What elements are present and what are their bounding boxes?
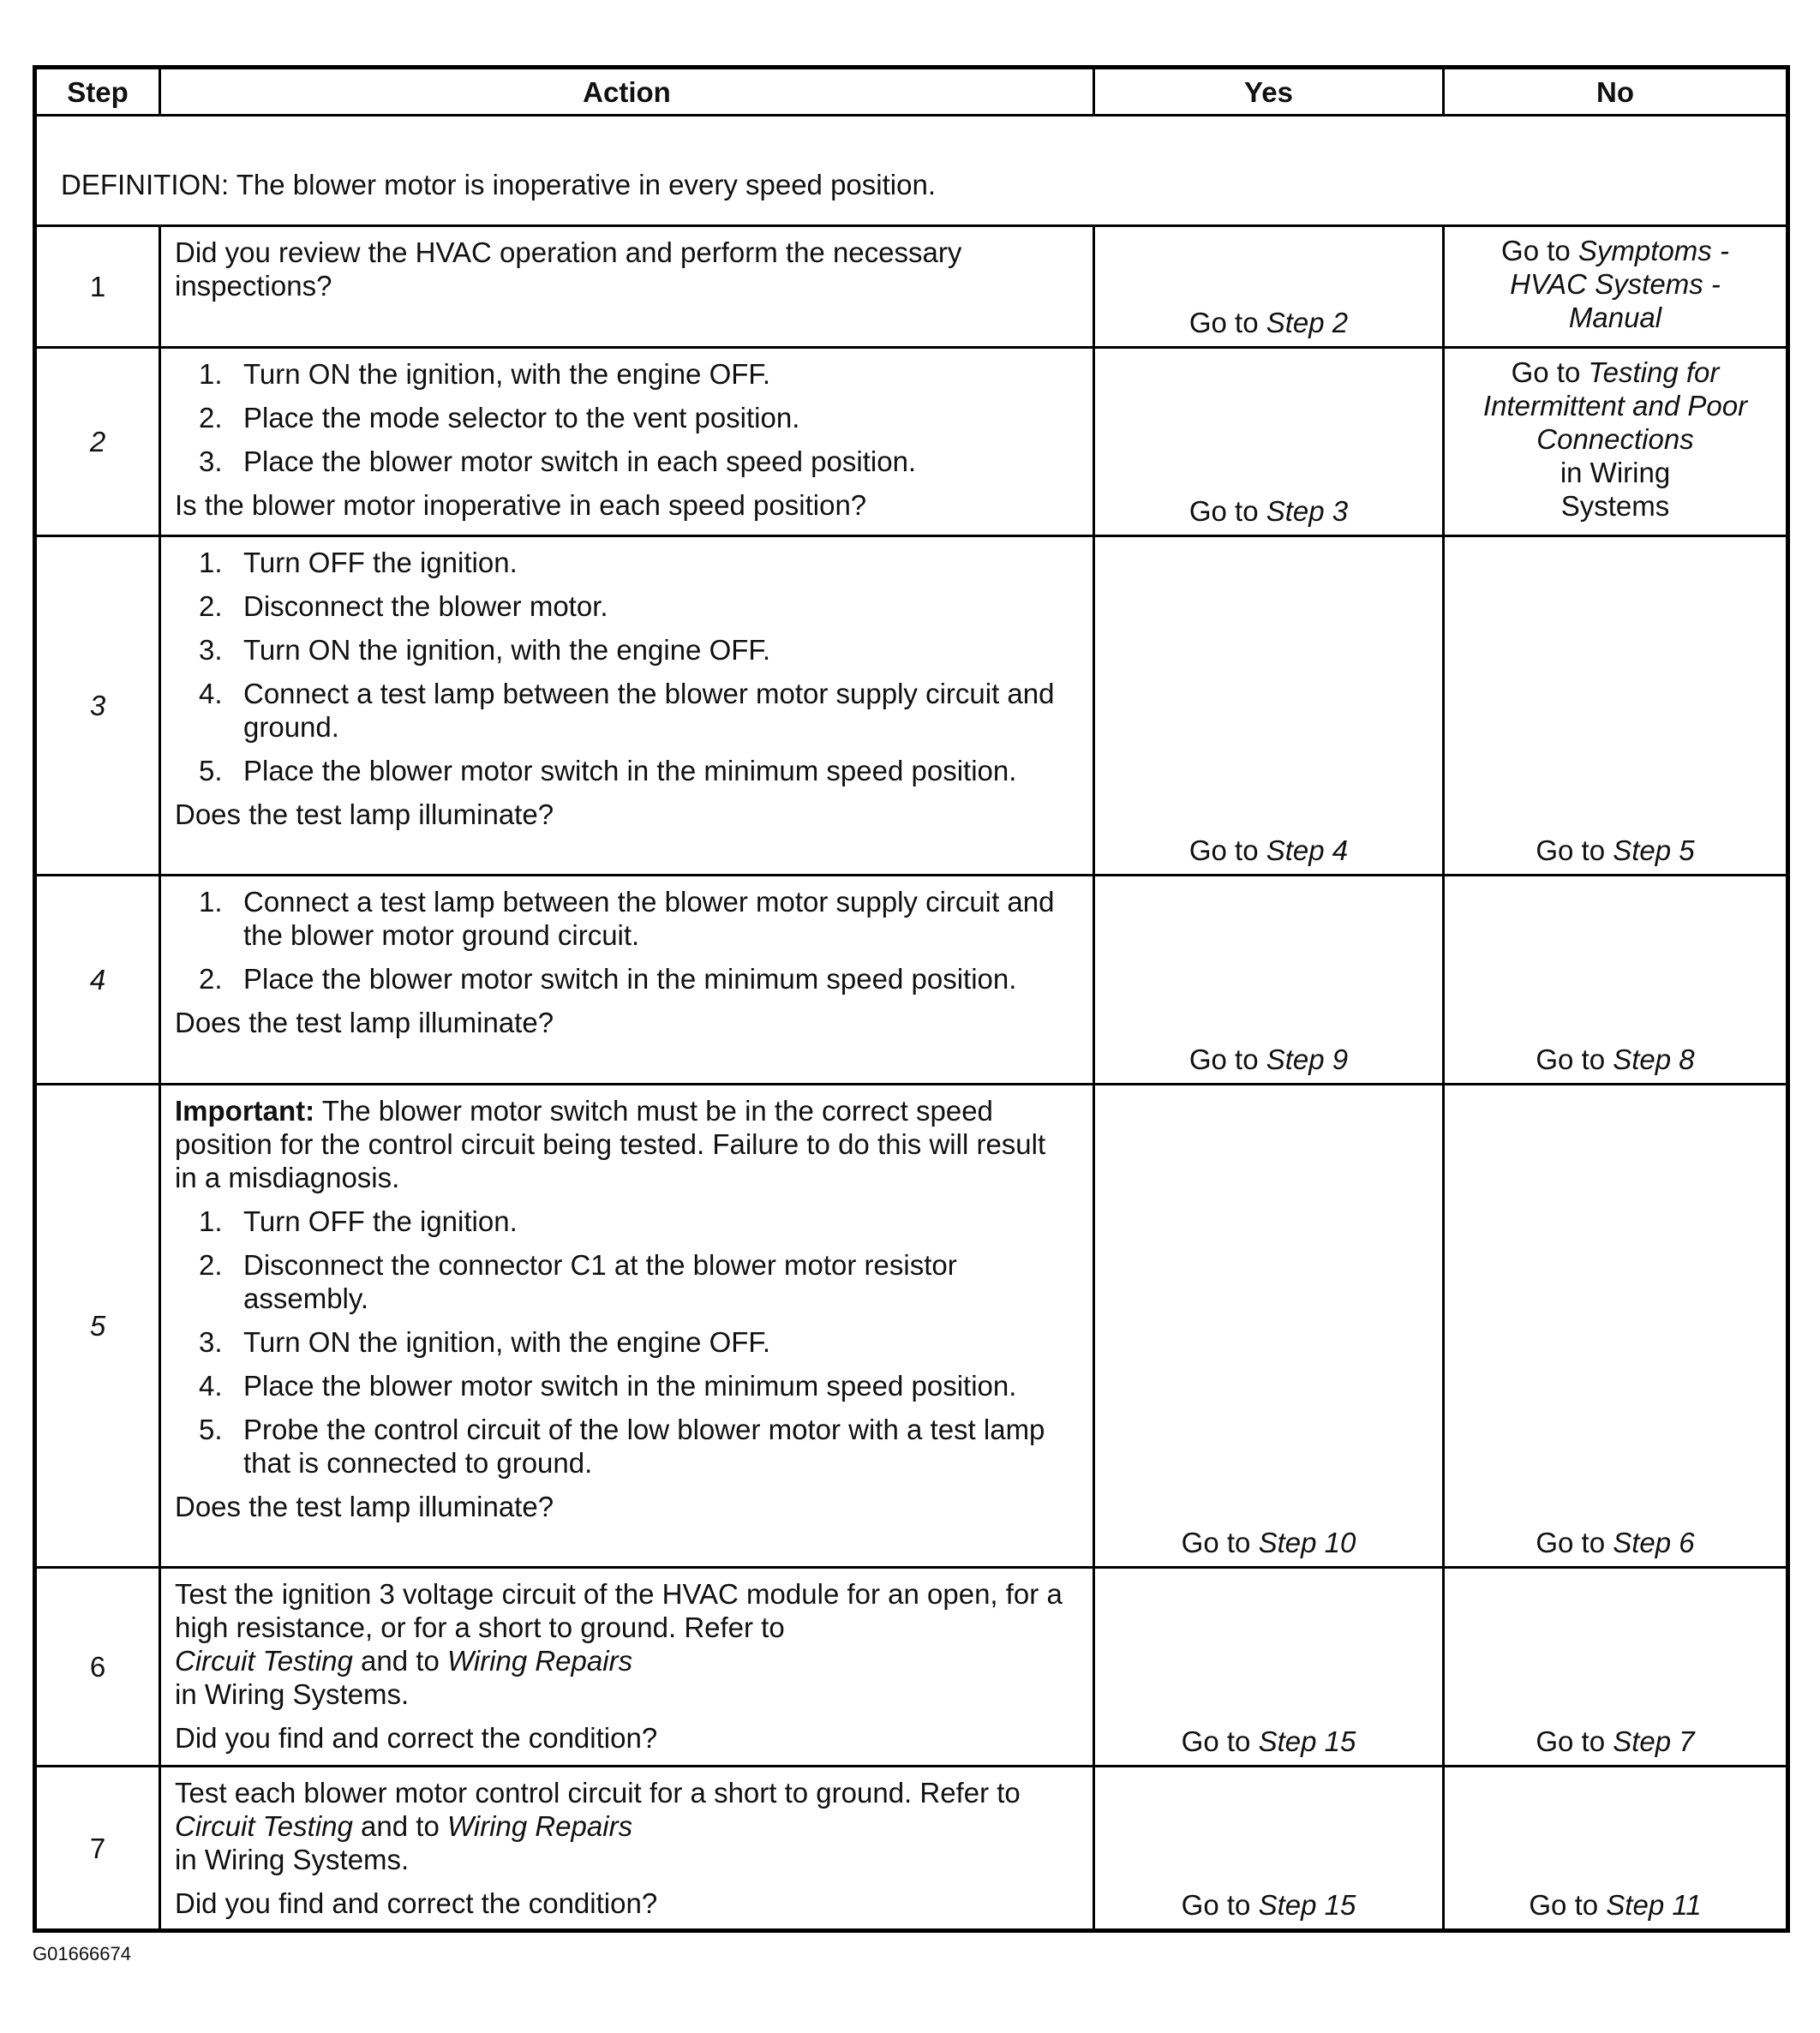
go-to-label: Go to <box>1536 1725 1606 1757</box>
go-to-label: Go to <box>1501 235 1571 266</box>
yes-cell <box>1094 1085 1444 1568</box>
header-no: No <box>1444 68 1788 116</box>
definition-row <box>35 116 1788 226</box>
step-number: 1 <box>35 226 160 348</box>
list-item: 1. Turn ON the ignition, with the engine OFF. <box>199 358 771 390</box>
header-step: Step <box>35 68 160 116</box>
wiring-repairs-link[interactable]: Wiring Repairs <box>446 1810 633 1842</box>
circuit-testing-link[interactable]: Circuit Testing <box>175 1810 353 1842</box>
table-row <box>35 536 1788 876</box>
action-list <box>175 357 1074 478</box>
go-to-label: Go to <box>1536 1043 1606 1075</box>
definition-text: DEFINITION: The blower motor is inoperative in every speed position. <box>35 116 1788 226</box>
table-row <box>35 876 1788 1085</box>
no-link[interactable]: HVAC Systems - <box>1510 268 1721 300</box>
important-label: Important: <box>175 1095 315 1127</box>
action-cell <box>160 1085 1094 1568</box>
diagnostic-document <box>33 65 1787 1933</box>
no-suffix: Systems <box>1560 490 1670 522</box>
step-number: 3 <box>35 536 160 876</box>
go-to-label: Go to <box>1188 495 1259 527</box>
table-row <box>35 1767 1788 1931</box>
no-link[interactable]: Symptoms - <box>1578 235 1729 266</box>
list-item: 1. Connect a test lamp between the blower motor supply circuit and the blower motor ground circuit. <box>199 886 1055 951</box>
action-question: Did you find and correct the condition? <box>175 1722 658 1754</box>
header-yes: Yes <box>1094 68 1444 116</box>
yes-link[interactable]: Step 4 <box>1266 834 1349 866</box>
action-text: Test the ignition 3 voltage circuit of the HVAC module for an open, for a high resistance, or for a short to ground. Refer to Circuit Testing and to Wiring Repairs in Wiring Systems. <box>175 1578 1063 1710</box>
action-cell <box>160 536 1094 876</box>
no-cell <box>1444 226 1788 348</box>
step-number: 5 <box>35 1085 160 1568</box>
go-to-label: Go to <box>1188 834 1259 866</box>
no-link[interactable]: Intermittent and Poor <box>1482 390 1748 422</box>
header-action: Action <box>160 68 1094 116</box>
step-number: 6 <box>35 1568 160 1767</box>
no-link[interactable]: Step 8 <box>1613 1043 1695 1075</box>
action-question: Does the test lamp illuminate? <box>175 798 554 830</box>
yes-link[interactable]: Step 10 <box>1258 1527 1356 1558</box>
list-item: 2. Disconnect the blower motor. <box>199 590 608 622</box>
no-suffix: in Wiring <box>1560 457 1671 488</box>
table-row <box>35 226 1788 348</box>
list-item: 5. Place the blower motor switch in the minimum speed position. <box>199 755 1017 786</box>
yes-link[interactable]: Step 15 <box>1258 1889 1356 1921</box>
no-link[interactable]: Connections <box>1536 423 1694 455</box>
go-to-label: Go to <box>1511 356 1581 388</box>
action-list <box>175 1205 1074 1480</box>
no-link[interactable]: Testing for <box>1588 356 1720 388</box>
go-to-label: Go to <box>1188 307 1259 338</box>
list-item: 1. Turn OFF the ignition. <box>199 547 518 578</box>
list-item: 2. Disconnect the connector C1 at the blower motor resistor assembly. <box>199 1249 957 1314</box>
list-item: 3. Turn ON the ignition, with the engine OFF. <box>199 634 771 666</box>
table-row <box>35 1568 1788 1767</box>
table-row <box>35 348 1788 536</box>
list-item: 4. Connect a test lamp between the blower motor supply circuit and ground. <box>199 678 1055 743</box>
circuit-testing-link[interactable]: Circuit Testing <box>175 1645 353 1677</box>
figure-id: G01666674 <box>33 1943 131 1964</box>
diagnostic-table <box>33 65 1790 1933</box>
no-link[interactable]: Step 6 <box>1613 1527 1695 1558</box>
yes-link[interactable]: Step 2 <box>1266 307 1349 338</box>
yes-cell <box>1094 1767 1444 1931</box>
step-number: 2 <box>35 348 160 536</box>
step-number: 4 <box>35 876 160 1085</box>
yes-link[interactable]: Step 15 <box>1258 1725 1356 1757</box>
no-cell <box>1444 876 1788 1085</box>
no-cell <box>1444 536 1788 876</box>
action-question: Did you find and correct the condition? <box>175 1887 658 1919</box>
no-cell <box>1444 1767 1788 1931</box>
no-cell <box>1444 348 1788 536</box>
yes-link[interactable]: Step 9 <box>1266 1043 1349 1075</box>
action-question: Is the blower motor inoperative in each speed position? <box>175 489 867 521</box>
list-item: 1. Turn OFF the ignition. <box>199 1205 518 1237</box>
action-question: Does the test lamp illuminate? <box>175 1007 554 1038</box>
no-cell <box>1444 1568 1788 1767</box>
header-row <box>35 68 1788 116</box>
yes-cell <box>1094 1568 1444 1767</box>
yes-cell <box>1094 876 1444 1085</box>
table-row <box>35 1085 1788 1568</box>
go-to-label: Go to <box>1181 1725 1251 1757</box>
yes-link[interactable]: Step 3 <box>1266 495 1349 527</box>
list-item: 3. Turn ON the ignition, with the engine OFF. <box>199 1326 771 1358</box>
go-to-label: Go to <box>1536 834 1606 866</box>
no-link[interactable]: Step 7 <box>1613 1725 1695 1757</box>
action-cell <box>160 1568 1094 1767</box>
action-list <box>175 885 1074 996</box>
yes-cell <box>1094 536 1444 876</box>
go-to-label: Go to <box>1529 1889 1599 1921</box>
important-text: The blower motor switch must be in the correct speed position for the control circuit being tested. Failure to do this will result in a misdiagnosis. <box>175 1095 1046 1193</box>
no-link[interactable]: Step 11 <box>1606 1889 1702 1921</box>
action-cell <box>160 1767 1094 1931</box>
action-cell <box>160 348 1094 536</box>
go-to-label: Go to <box>1536 1527 1606 1558</box>
no-link[interactable]: Manual <box>1568 302 1662 333</box>
important-note <box>175 1094 1074 1194</box>
action-text: Did you review the HVAC operation and perform the necessary inspections? <box>175 236 962 302</box>
list-item: 3. Place the blower motor switch in each speed position. <box>199 445 917 477</box>
no-cell <box>1444 1085 1788 1568</box>
list-item: 2. Place the mode selector to the vent position. <box>199 402 800 434</box>
action-cell <box>160 226 1094 348</box>
go-to-label: Go to <box>1188 1043 1259 1075</box>
action-text: Test each blower motor control circuit for a short to ground. Refer to Circuit Testing and to Wiring Repairs in Wiring Systems. <box>175 1777 1021 1875</box>
no-link[interactable]: Step 5 <box>1613 834 1695 866</box>
list-item: 5. Probe the control circuit of the low blower motor with a test lamp that is connected to ground. <box>199 1414 1045 1479</box>
action-cell <box>160 876 1094 1085</box>
go-to-label: Go to <box>1181 1527 1251 1558</box>
list-item: 4. Place the blower motor switch in the minimum speed position. <box>199 1370 1017 1402</box>
action-list <box>175 546 1074 787</box>
yes-cell <box>1094 226 1444 348</box>
step-number: 7 <box>35 1767 160 1931</box>
yes-cell <box>1094 348 1444 536</box>
go-to-label: Go to <box>1181 1889 1251 1921</box>
action-question: Does the test lamp illuminate? <box>175 1491 554 1522</box>
wiring-repairs-link[interactable]: Wiring Repairs <box>446 1645 633 1677</box>
list-item: 2. Place the blower motor switch in the minimum speed position. <box>199 963 1017 995</box>
